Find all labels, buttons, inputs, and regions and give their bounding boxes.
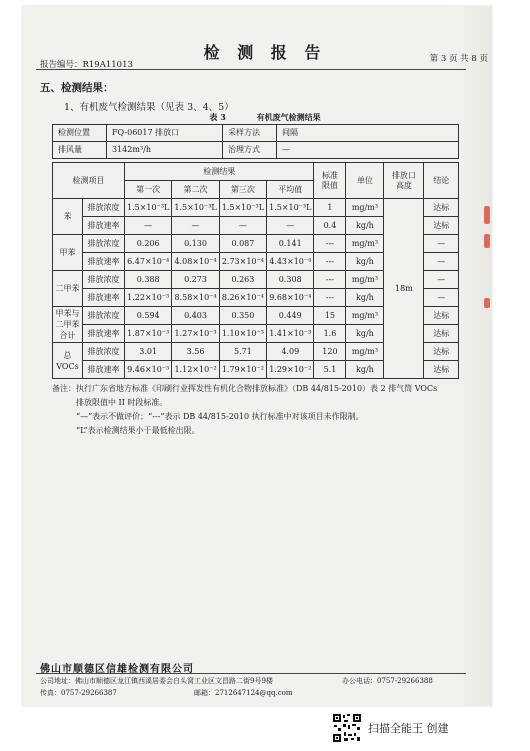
cell-limit: ---	[314, 235, 346, 253]
height-header: 排放口 高度	[384, 163, 424, 199]
conclusion: —	[424, 289, 459, 307]
table-row	[53, 199, 459, 217]
sub-header: 第一次	[125, 181, 172, 199]
cell-avg: 1.5×10⁻³L	[267, 199, 314, 217]
item-name: 总VOCs	[53, 343, 83, 379]
cell-limit: ---	[314, 289, 346, 307]
cell-v2: 0.273	[172, 271, 219, 289]
report-number: 报告编号：R19A11013	[40, 60, 133, 70]
sub-header: 平均值	[267, 181, 314, 199]
conclusion: —	[424, 253, 459, 271]
company-address: 公司地址：佛山市顺德区龙江镇西溪居委会白头窝工业区文昌路二街9号9楼	[40, 677, 273, 685]
page-number: 第 3 页 共 8 页	[429, 54, 488, 64]
cell-limit: 1.6	[314, 325, 346, 343]
conclusion: 达标	[424, 307, 459, 325]
fax-number: 传真：0757-29266387	[40, 689, 117, 697]
conclusion: 达标	[424, 361, 459, 379]
cell-v2: 1.12×10⁻²	[172, 361, 219, 379]
flow-value: 3142m³/h	[107, 142, 223, 159]
red-stamp-fragment	[484, 206, 490, 224]
cell-limit: 0.4	[314, 217, 346, 235]
cell-avg: 9.68×10⁻⁴	[267, 289, 314, 307]
report-title: 检 测 报 告	[203, 43, 327, 62]
cell-limit: 15	[314, 307, 346, 325]
cell-avg: 1.41×10⁻³	[267, 325, 314, 343]
item-name: 二甲苯	[53, 271, 83, 307]
table-title: 有机废气检测结果	[256, 112, 321, 122]
conclusion: 达标	[424, 217, 459, 235]
param-name: 排放速率	[83, 217, 125, 235]
info-row	[53, 142, 459, 159]
param-name: 排放浓度	[83, 199, 125, 217]
item-name: 甲苯	[53, 235, 83, 271]
location-value: FQ-06017 排放口	[107, 125, 223, 142]
cell-v2: 3.56	[172, 343, 219, 361]
limit-header: 标准 限值	[314, 163, 346, 199]
red-stamp-fragment	[484, 234, 490, 248]
note-line: 排放限值中 II 时段标准。	[76, 398, 168, 407]
cell-v1: 1.5×10⁻³L	[125, 199, 172, 217]
qr-code-icon	[332, 713, 362, 743]
cell-limit: ---	[314, 271, 346, 289]
conclusion-header: 结论	[424, 163, 459, 199]
param-name: 排放浓度	[83, 235, 125, 253]
cell-unit: kg/h	[346, 289, 384, 307]
cell-unit: mg/m³	[346, 199, 384, 217]
param-name: 排放浓度	[83, 271, 125, 289]
notes	[52, 382, 467, 438]
cell-avg: —	[267, 217, 314, 235]
company-name: 佛山市顺德区信雄检测有限公司	[40, 664, 194, 675]
cell-v3: 0.263	[219, 271, 266, 289]
cell-limit: 5.1	[314, 361, 346, 379]
sub-header: 第二次	[172, 181, 219, 199]
cell-v2: —	[172, 217, 219, 235]
conclusion: 达标	[424, 325, 459, 343]
conclusion: —	[424, 271, 459, 289]
cell-limit: 120	[314, 343, 346, 361]
cell-v2: 0.130	[172, 235, 219, 253]
cell-v3: 8.26×10⁻⁴	[219, 289, 266, 307]
email-address: 邮箱：2712647124@qq.com	[194, 689, 293, 697]
conclusion: 达标	[424, 343, 459, 361]
param-name: 排放速率	[83, 325, 125, 343]
treatment-label: 治理方式	[223, 142, 277, 159]
cell-v3: 0.350	[219, 307, 266, 325]
method-label: 采样方法	[223, 125, 277, 142]
sub-header: 第三次	[219, 181, 266, 199]
cell-v3: 5.71	[219, 343, 266, 361]
cell-v1: 1.22×10⁻³	[125, 289, 172, 307]
cell-unit: mg/m³	[346, 271, 384, 289]
info-row	[53, 125, 459, 142]
param-name: 排放速率	[83, 361, 125, 379]
cell-v1: 0.206	[125, 235, 172, 253]
scanner-watermark	[332, 711, 449, 745]
cell-unit: kg/h	[346, 217, 384, 235]
cell-unit: mg/m³	[346, 343, 384, 361]
treatment-value: —	[277, 142, 459, 159]
cell-v1: 1.87×10⁻³	[125, 325, 172, 343]
cell-limit: ---	[314, 253, 346, 271]
cell-v3: 1.10×10⁻³	[219, 325, 266, 343]
info-table	[52, 124, 459, 159]
cell-avg: 1.29×10⁻²	[267, 361, 314, 379]
cell-v1: 6.47×10⁻⁴	[125, 253, 172, 271]
cell-limit: 1	[314, 199, 346, 217]
cell-unit: kg/h	[346, 253, 384, 271]
cell-v1: 0.388	[125, 271, 172, 289]
cell-unit: mg/m³	[346, 307, 384, 325]
param-name: 排放速率	[83, 289, 125, 307]
cell-v1: 0.594	[125, 307, 172, 325]
scanner-label: 扫描全能王 创建	[368, 722, 449, 735]
param-name: 排放浓度	[83, 343, 125, 361]
header-divider	[36, 69, 466, 70]
cell-v3: 1.79×10⁻²	[219, 361, 266, 379]
outlet-height: 18m	[384, 199, 424, 379]
cell-v2: 1.5×10⁻³L	[172, 199, 219, 217]
cell-unit: kg/h	[346, 361, 384, 379]
param-name: 排放浓度	[83, 307, 125, 325]
page-shadow	[456, 6, 492, 706]
param-name: 排放速率	[83, 253, 125, 271]
unit-header: 单位	[346, 163, 384, 199]
flow-label: 排风量	[53, 142, 107, 159]
cell-v3: —	[219, 217, 266, 235]
conclusion: —	[424, 235, 459, 253]
cell-avg: 0.449	[267, 307, 314, 325]
table-caption	[0, 112, 530, 123]
office-phone: 办公电话：0757-29266388	[342, 677, 433, 685]
cell-avg: 4.09	[267, 343, 314, 361]
cell-v2: 8.58×10⁻⁴	[172, 289, 219, 307]
conclusion: 达标	[424, 199, 459, 217]
sub-heading: 1、有机废气检测结果（见表 3、4、5）	[64, 102, 234, 113]
cell-v3: 0.087	[219, 235, 266, 253]
item-name: 苯	[53, 199, 83, 235]
red-stamp-fragment	[484, 298, 490, 308]
item-header: 检测项目	[53, 163, 125, 199]
note-line: “L”表示检测结果小于最低检出限。	[76, 426, 200, 435]
cell-avg: 0.308	[267, 271, 314, 289]
cell-v2: 1.27×10⁻³	[172, 325, 219, 343]
note-line: 备注：执行广东省地方标准《印刷行业挥发性有机化合物排放标准》（DB 44/815-2010）表 2 排气筒 VOCs	[52, 384, 438, 393]
cell-avg: 4.43×10⁻⁴	[267, 253, 314, 271]
cell-v2: 0.403	[172, 307, 219, 325]
cell-v1: —	[125, 217, 172, 235]
cell-v3: 2.73×10⁻⁴	[219, 253, 266, 271]
item-name: 甲苯与二甲苯合计	[53, 307, 83, 343]
results-table	[52, 162, 459, 379]
table-label: 表 3	[209, 112, 226, 122]
cell-v1: 3.01	[125, 343, 172, 361]
cell-v2: 4.08×10⁻⁴	[172, 253, 219, 271]
cell-v3: 1.5×10⁻³L	[219, 199, 266, 217]
header-row	[53, 163, 459, 181]
cell-unit: kg/h	[346, 325, 384, 343]
location-label: 检测位置	[53, 125, 107, 142]
cell-avg: 0.141	[267, 235, 314, 253]
cell-v1: 9.46×10⁻³	[125, 361, 172, 379]
method-value: 间隔	[277, 125, 459, 142]
footer-divider	[36, 673, 466, 674]
results-header: 检测结果	[125, 163, 314, 181]
section-heading: 五、检测结果：	[40, 82, 114, 94]
cell-unit: mg/m³	[346, 235, 384, 253]
note-line: “—”表示不做评价；“---”表示 DB 44/815-2010 执行标准中对该项目未作限制。	[76, 412, 364, 421]
